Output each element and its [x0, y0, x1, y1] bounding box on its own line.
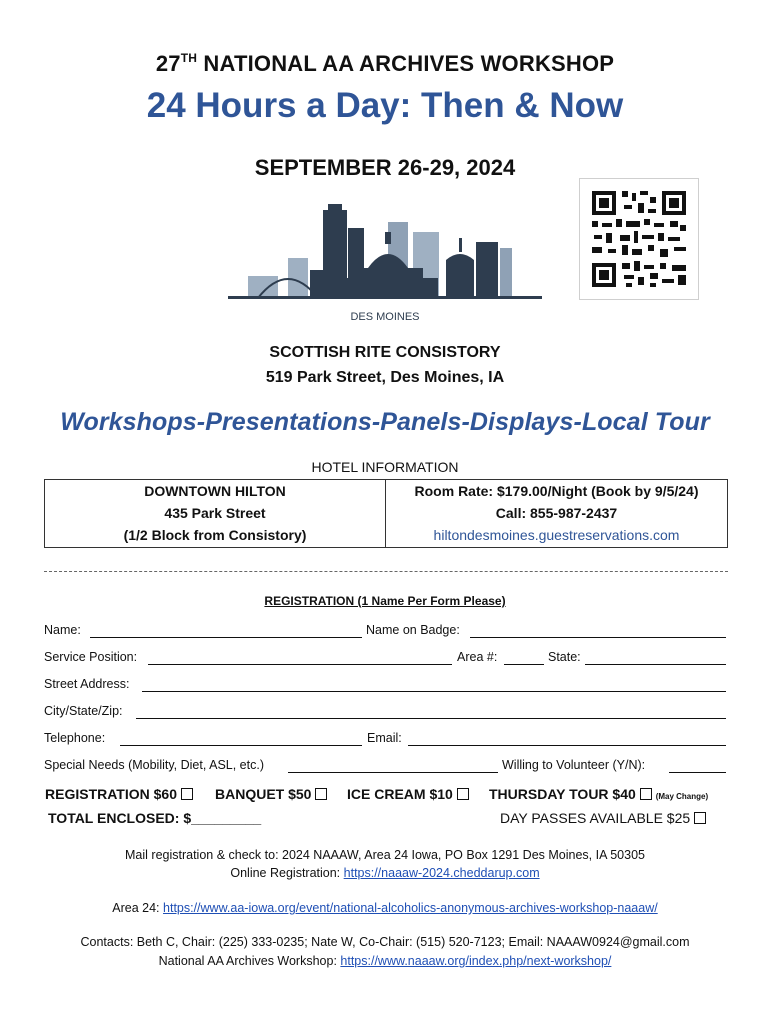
street-address-label: Street Address: [44, 677, 130, 691]
skyline-caption: DES MOINES [350, 311, 420, 323]
event-dates: SEPTEMBER 26-29, 2024 [254, 155, 516, 180]
service-position-label: Service Position: [44, 650, 138, 664]
service-row [44, 650, 726, 670]
ice-cream-checkbox[interactable] [457, 788, 469, 800]
total-enclosed: TOTAL ENCLOSED: $_________ [48, 810, 262, 826]
mail-instructions: Mail registration & check to: 2024 NAAAW, Area 24 Iowa, PO Box 1291 Des Moines, IA 50305 [125, 848, 645, 862]
area24-link[interactable]: https://www.aa-iowa.org/event/national-alcoholics-anonymous-archives-workshop-naaaw/ [163, 901, 658, 915]
registration-checkbox[interactable] [181, 788, 193, 800]
hotel-name: DOWNTOWN HILTON [144, 483, 286, 499]
day-passes-label: DAY PASSES AVAILABLE $25 [500, 810, 691, 826]
volunteer-label: Willing to Volunteer (Y/N): [502, 758, 646, 772]
hotel-phone: Call: 855-987-2437 [495, 505, 618, 521]
street-row [44, 677, 726, 697]
service-position-field[interactable] [148, 664, 452, 665]
contacts-line: Contacts: Beth C, Chair: (225) 333-0235; Nate W, Co-Chair: (515) 520-7123; Email: NAAAW0924@gmail.com [80, 935, 690, 949]
telephone-label: Telephone: [44, 731, 106, 745]
email-field[interactable] [408, 745, 726, 746]
registration-heading: REGISTRATION (1 Name Per Form Please) [264, 594, 506, 608]
city-state-zip-label: City/State/Zip: [44, 704, 123, 718]
thursday-tour-checkbox[interactable] [640, 788, 652, 800]
ice-cream-option[interactable] [347, 786, 469, 802]
hotel-street: 435 Park Street [164, 505, 266, 521]
des-moines-skyline-logo [228, 198, 542, 328]
email-label: Email: [367, 731, 402, 745]
venue-name: SCOTTISH RITE CONSISTORY [269, 344, 501, 361]
badge-name-label: Name on Badge: [366, 623, 460, 637]
state-label: State: [548, 650, 581, 664]
workshop-suffix: TH [180, 51, 198, 65]
ice-cream-option-label: ICE CREAM $10 [347, 786, 453, 802]
qr-code-icon [580, 179, 698, 299]
online-registration-label: Online Registration: [230, 866, 344, 880]
naaaw-website [0, 954, 770, 968]
area-field[interactable] [504, 664, 544, 665]
venue-address: 519 Park Street, Des Moines, IA [265, 369, 505, 386]
street-address-field[interactable] [142, 691, 726, 692]
workshop-name: NATIONAL AA ARCHIVES WORKSHOP [203, 51, 615, 76]
banquet-checkbox[interactable] [315, 788, 327, 800]
telephone-field[interactable] [120, 745, 362, 746]
hotel-rate: Room Rate: $179.00/Night (Book by 9/5/24) [414, 483, 699, 499]
day-passes-option[interactable] [500, 810, 706, 826]
contact-row [44, 731, 726, 751]
cut-line-divider [44, 571, 728, 572]
area24-info [0, 901, 770, 915]
name-field[interactable] [90, 637, 362, 638]
banquet-option[interactable] [215, 786, 327, 802]
area-label: Area #: [457, 650, 498, 664]
special-needs-field[interactable] [288, 772, 498, 773]
registration-option-label: REGISTRATION $60 [45, 786, 177, 802]
hotel-website-link[interactable]: hiltondesmoines.guestreservations.com [433, 527, 680, 543]
hotel-info-table [44, 479, 728, 548]
special-needs-label: Special Needs (Mobility, Diet, ASL, etc.) [44, 758, 264, 772]
day-passes-checkbox[interactable] [694, 812, 706, 824]
badge-name-field[interactable] [470, 637, 726, 638]
event-tagline: Workshops-Presentations-Panels-Displays-Local Tour [60, 408, 710, 436]
city-row [44, 704, 726, 724]
registration-option[interactable] [45, 786, 193, 802]
qr-code[interactable] [579, 178, 699, 300]
may-change-note: (May Change) [655, 792, 709, 801]
thursday-tour-option[interactable] [489, 786, 708, 802]
naaaw-website-label: National AA Archives Workshop: [158, 954, 341, 968]
area24-label: Area 24: [112, 901, 164, 915]
page-title: 24 Hours a Day: Then & Now [146, 86, 624, 125]
online-registration [0, 866, 770, 880]
naaaw-website-link[interactable]: https://www.naaaw.org/index.php/next-workshop/ [340, 954, 612, 968]
state-field[interactable] [585, 664, 726, 665]
workshop-number: 27 [155, 51, 181, 76]
workshop-header [0, 51, 770, 77]
thursday-tour-option-label: THURSDAY TOUR $40 [489, 786, 636, 802]
hotel-heading: HOTEL INFORMATION [311, 459, 459, 475]
hotel-note: (1/2 Block from Consistory) [123, 527, 307, 543]
special-needs-row [44, 758, 726, 778]
city-state-zip-field[interactable] [136, 718, 726, 719]
name-label: Name: [44, 623, 81, 637]
volunteer-field[interactable] [669, 772, 726, 773]
banquet-option-label: BANQUET $50 [215, 786, 312, 802]
name-row [44, 623, 726, 643]
online-registration-link[interactable]: https://naaaw-2024.cheddarup.com [343, 866, 540, 880]
